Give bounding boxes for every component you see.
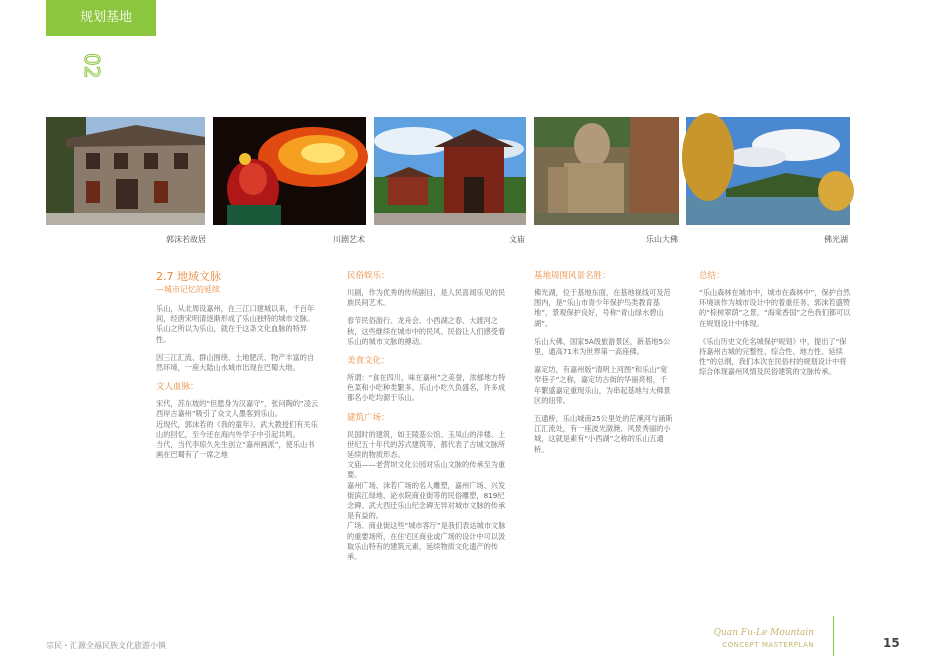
caption-sichuan-opera: 川剧艺术 <box>333 235 365 244</box>
paragraph: 民国时的建筑，如王陵基公馆、玉凤山的洋楼、上世纪五十年代的苏式建筑等，都代表了古城文脉所延续的物质形态。 <box>347 429 506 460</box>
paragraph: 当代，当代李琼久先生创立“嘉州画派”，使乐山书画在巴蜀有了一席之地 <box>156 440 315 460</box>
column-regional-culture <box>156 270 321 460</box>
paragraph: 宋代，苏东坡的“但愿身为汉嘉守”，张问陶的“凌云西岸古嘉州”吸引了众文人墨客到乐山。 <box>156 399 319 419</box>
paragraph: 乐山大佛，国家5A级旅游景区，新基地5公里，通高71米为世界第一高座佛。 <box>534 336 671 357</box>
heading-architecture: 建筑广场： <box>347 412 390 423</box>
photo-sichuan-opera <box>213 117 366 225</box>
paragraph: 文庙——老营坝文化公园对乐山文脉的传承至为重要。 <box>347 460 506 480</box>
paragraph: 川剧，作为优秀的传统剧目，是人民喜闻乐见的民族民间艺术。 <box>347 288 506 308</box>
paragraph: 《乐山历史文化名城保护规划》中，提出了“保持嘉州古城的完整性、综合性、地方性、延续性”的总纲，我们本次在民俗村的规划设计中将综合体现嘉州风情及民俗建筑的文脉传承。 <box>699 336 847 377</box>
heading-food: 美食文化： <box>347 356 390 367</box>
heading-folk: 民俗娱乐： <box>347 271 390 281</box>
paragraph: “乐山森林在城市中，城市在森林中”，保护自然环境该作为城市设计中的着重任务，郭沫若盛赞的“棕树翠荫”之景，“海棠香国”之色我们都可以在规划设计中体现。 <box>699 288 851 328</box>
paragraph: 近现代，郭沫若的《我的童年》，武大教授们有关乐山的回忆，至今还在海内外学子中引起共鸣。 <box>156 419 318 439</box>
photo-leshan-buddha <box>534 117 679 225</box>
column-scenic-spots <box>534 270 674 463</box>
heading-scenic: 基地周围风景名胜： <box>534 271 611 281</box>
photo-former-residence <box>46 117 205 225</box>
footer-divider <box>833 616 834 656</box>
section-number-text: 02 <box>80 53 104 79</box>
footer-project-title: Quan Fu-Le Mountain <box>713 628 814 638</box>
column-summary <box>699 270 851 386</box>
paragraph: 因三江汇流、群山围绕、土地肥沃、物产丰富的自然环境，一座大陆山水城市出现在巴蜀大地。 <box>156 352 315 373</box>
paragraph: 乐山，从北周设嘉州，在三江口建城以来，千百年间，经唐宋明清逐渐形成了乐山独特的城市文脉。乐山之所以为乐山，就在于这条文化血脉的特异性。 <box>156 304 315 344</box>
photo-confucian-temple <box>374 117 526 225</box>
paragraph: 春节民俗游行、龙舟会、小西湖之春、大渡河之秋，这些继续在城市中的民风、民俗让人们感受着乐山的城市文脉的搏动。 <box>347 316 506 346</box>
column-folk-culture <box>347 270 507 562</box>
heading-summary: 总结： <box>699 271 725 281</box>
caption-foguang-lake: 佛光湖 <box>824 235 848 244</box>
page-number: 15 <box>883 636 900 650</box>
paragraph: 嘉定坊，有嘉州版“清明上河图”和乐山“宽窄巷子”之称，嘉定坊古街的华丽亮相，千年繁盛嘉定重现乐山，为串起基地与大佛景区的纽带。 <box>534 365 671 405</box>
section-subtitle: —城市记忆的延续 <box>156 285 220 294</box>
paragraph: 所谓：“食在四川，味在嘉州”之美誉，浓郁地方特色菜和小吃种类繁多。乐山小吃久负盛名，许多成都名小吃均源于乐山。 <box>347 373 506 403</box>
section-tab: 规划基地 <box>46 0 156 36</box>
paragraph: 广场、商业街这些“城市客厅”是我们表达城市文脉的重要场所，在住宅区商业或广场的设计中可以汲取乐山特有的建筑元素，延续物质文化遗产的传承。 <box>347 521 506 562</box>
section-number <box>52 42 104 79</box>
heading-literati: 文人血脉： <box>156 382 199 393</box>
paragraph: 嘉州广场、沫若广场的名人雕塑，嘉州广场、兴发街滨江绿地、泌水院商业街等的民俗雕塑，819纪念碑、武大西迁乐山纪念碑无异对城市文脉的传承是有益的。 <box>347 480 506 521</box>
section-title: 2.7 地域文脉 <box>156 270 221 283</box>
footer-project-name: 宗民・汇源全福民族文化旅游小镇 <box>46 641 166 650</box>
paragraph: 五通桥，乐山城南25公里处的茫溪河与涌斯江汇流处，有一座波光潋滟、风景秀丽的小城，这就是素有“小西湖”之称的乐山五通桥。 <box>534 414 673 454</box>
caption-former-residence: 郭沫若故居 <box>166 235 206 244</box>
photo-foguang-lake <box>686 117 850 225</box>
caption-leshan-buddha: 乐山大佛 <box>646 235 678 244</box>
caption-confucian-temple: 文庙 <box>509 235 525 244</box>
footer-project-subtitle: CONCEPT MASTERPLAN <box>722 641 814 649</box>
paragraph: 佛光湖，位于基地东面，在基地视线可及范围内，是“乐山市青少年保护鸟类教育基地”，景观保护良好，号称“青山绿水碧山湖”。 <box>534 288 671 328</box>
